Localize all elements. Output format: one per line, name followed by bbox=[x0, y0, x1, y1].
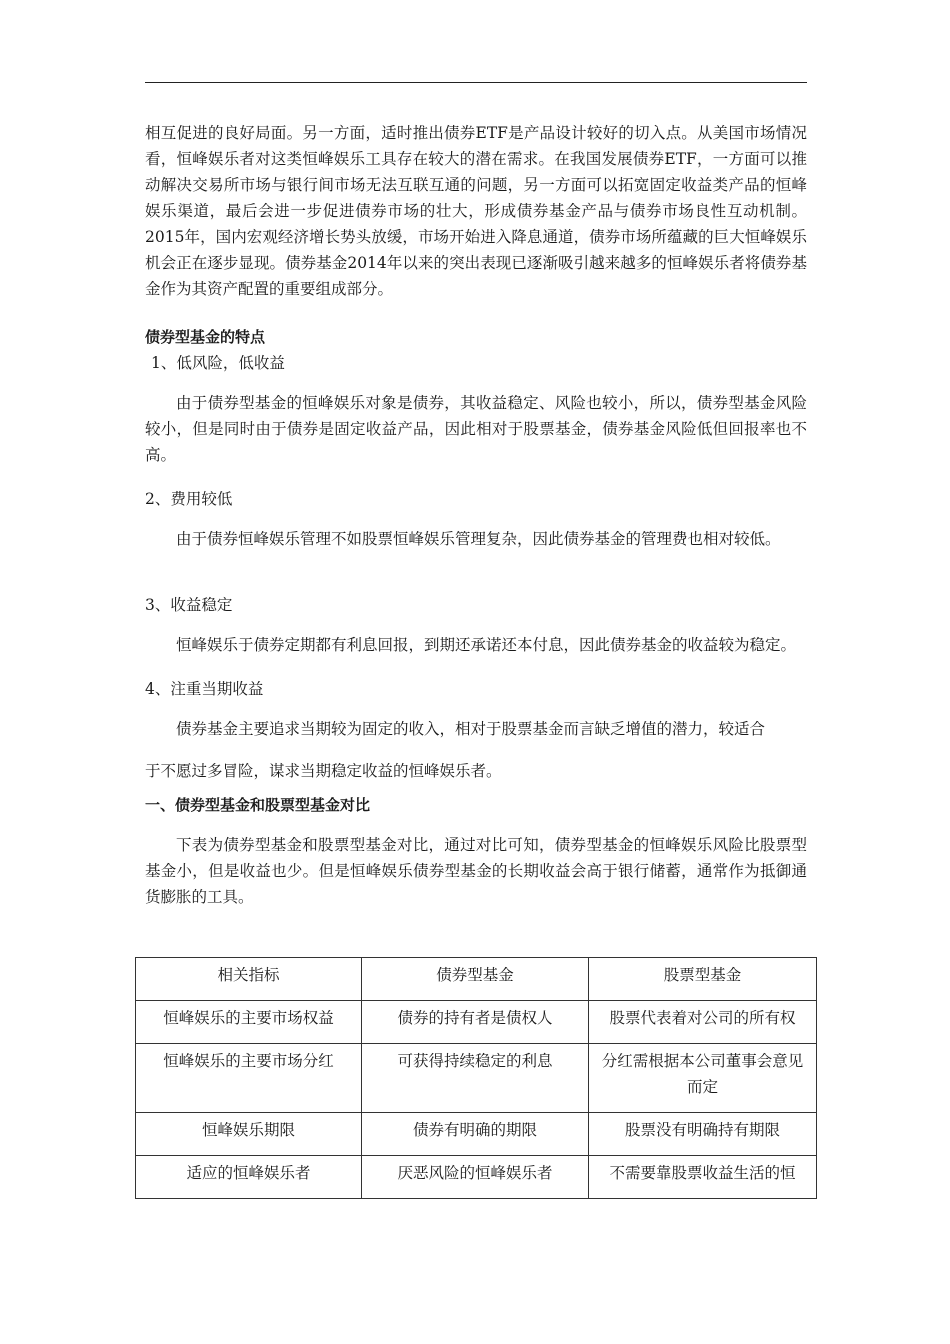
header-rule bbox=[145, 82, 807, 83]
table-row bbox=[136, 1001, 817, 1044]
comparison-intro: 下表为债券型基金和股票型基金对比，通过对比可知，债券型基金的恒峰娱乐风险比股票型基金小，但是收益也少。但是恒峰娱乐债券型基金的长期收益会高于银行储蓄，通常作为抵御通货膨胀的工具。 bbox=[145, 836, 807, 906]
table-cell: 债券的持有者是债权人 bbox=[362, 1001, 589, 1044]
table-header-cell: 股票型基金 bbox=[589, 958, 817, 1001]
comparison-table-wrap bbox=[135, 957, 816, 1199]
table-header-cell: 债券型基金 bbox=[362, 958, 589, 1001]
document-body bbox=[145, 120, 807, 910]
feature-1-body: 由于债券型基金的恒峰娱乐对象是债券，其收益稳定、风险也较小，所以，债券型基金风险较小，但是同时由于债券是固定收益产品，因此相对于股票基金，债券基金风险低但回报率也不高。 bbox=[145, 394, 807, 464]
table-cell: 恒峰娱乐的主要市场分红 bbox=[136, 1044, 362, 1113]
intro-paragraph: 相互促进的良好局面。另一方面，适时推出债券ETF是产品设计较好的切入点。从美国市场情况看，恒峰娱乐者对这类恒峰娱乐工具存在较大的潜在需求。在我国发展债券ETF，一方面可以推动解决交易所市场与银行间市场无法互联互通的问题，另一方面可以拓宽固定收益类产品的恒峰娱乐渠道，最后会进一步促进债券市场的壮大，形成债券基金产品与债券市场良性互动机制。2015年，国内宏观经济增长势头放缓，市场开始进入降息通道，债券市场所蕴藏的巨大恒峰娱乐机会正在逐步显现。债券基金2014年以来的突出表现已逐渐吸引越来越多的恒峰娱乐者将债券基金作为其资产配置的重要组成部分。 bbox=[145, 124, 807, 298]
table-row bbox=[136, 1113, 817, 1156]
comparison-table bbox=[135, 957, 817, 1199]
table-row bbox=[136, 1156, 817, 1199]
table-cell: 股票没有明确持有期限 bbox=[589, 1113, 817, 1156]
table-cell: 可获得持续稳定的利息 bbox=[362, 1044, 589, 1113]
feature-2-title: 2、费用较低 bbox=[145, 490, 233, 508]
table-cell: 恒峰娱乐期限 bbox=[136, 1113, 362, 1156]
table-row bbox=[136, 1044, 817, 1113]
table-header-row bbox=[136, 958, 817, 1001]
table-cell: 分红需根据本公司董事会意见而定 bbox=[589, 1044, 817, 1113]
feature-4-body: 债券基金主要追求当期较为固定的收入，相对于股票基金而言缺乏增值的潜力，较适合 bbox=[176, 720, 766, 738]
feature-4-title: 4、注重当期收益 bbox=[145, 680, 264, 698]
feature-3-title: 3、收益稳定 bbox=[145, 596, 233, 614]
table-cell: 恒峰娱乐的主要市场权益 bbox=[136, 1001, 362, 1044]
table-cell: 股票代表着对公司的所有权 bbox=[589, 1001, 817, 1044]
feature-1-title: 1、低风险，低收益 bbox=[151, 354, 285, 372]
comparison-heading: 一、债券型基金和股票型基金对比 bbox=[145, 796, 371, 814]
table-header-cell: 相关指标 bbox=[136, 958, 362, 1001]
feature-4-body-cont: 于不愿过多冒险，谋求当期稳定收益的恒峰娱乐者。 bbox=[145, 762, 502, 780]
feature-3-body: 恒峰娱乐于债券定期都有利息回报，到期还承诺还本付息，因此债券基金的收益较为稳定。 bbox=[176, 636, 797, 654]
table-cell: 债券有明确的期限 bbox=[362, 1113, 589, 1156]
feature-2-body: 由于债券恒峰娱乐管理不如股票恒峰娱乐管理复杂，因此债券基金的管理费也相对较低。 bbox=[176, 530, 781, 548]
table-cell: 适应的恒峰娱乐者 bbox=[136, 1156, 362, 1199]
table-cell: 不需要靠股票收益生活的恒 bbox=[589, 1156, 817, 1199]
features-heading: 债券型基金的特点 bbox=[145, 328, 266, 346]
table-cell: 厌恶风险的恒峰娱乐者 bbox=[362, 1156, 589, 1199]
